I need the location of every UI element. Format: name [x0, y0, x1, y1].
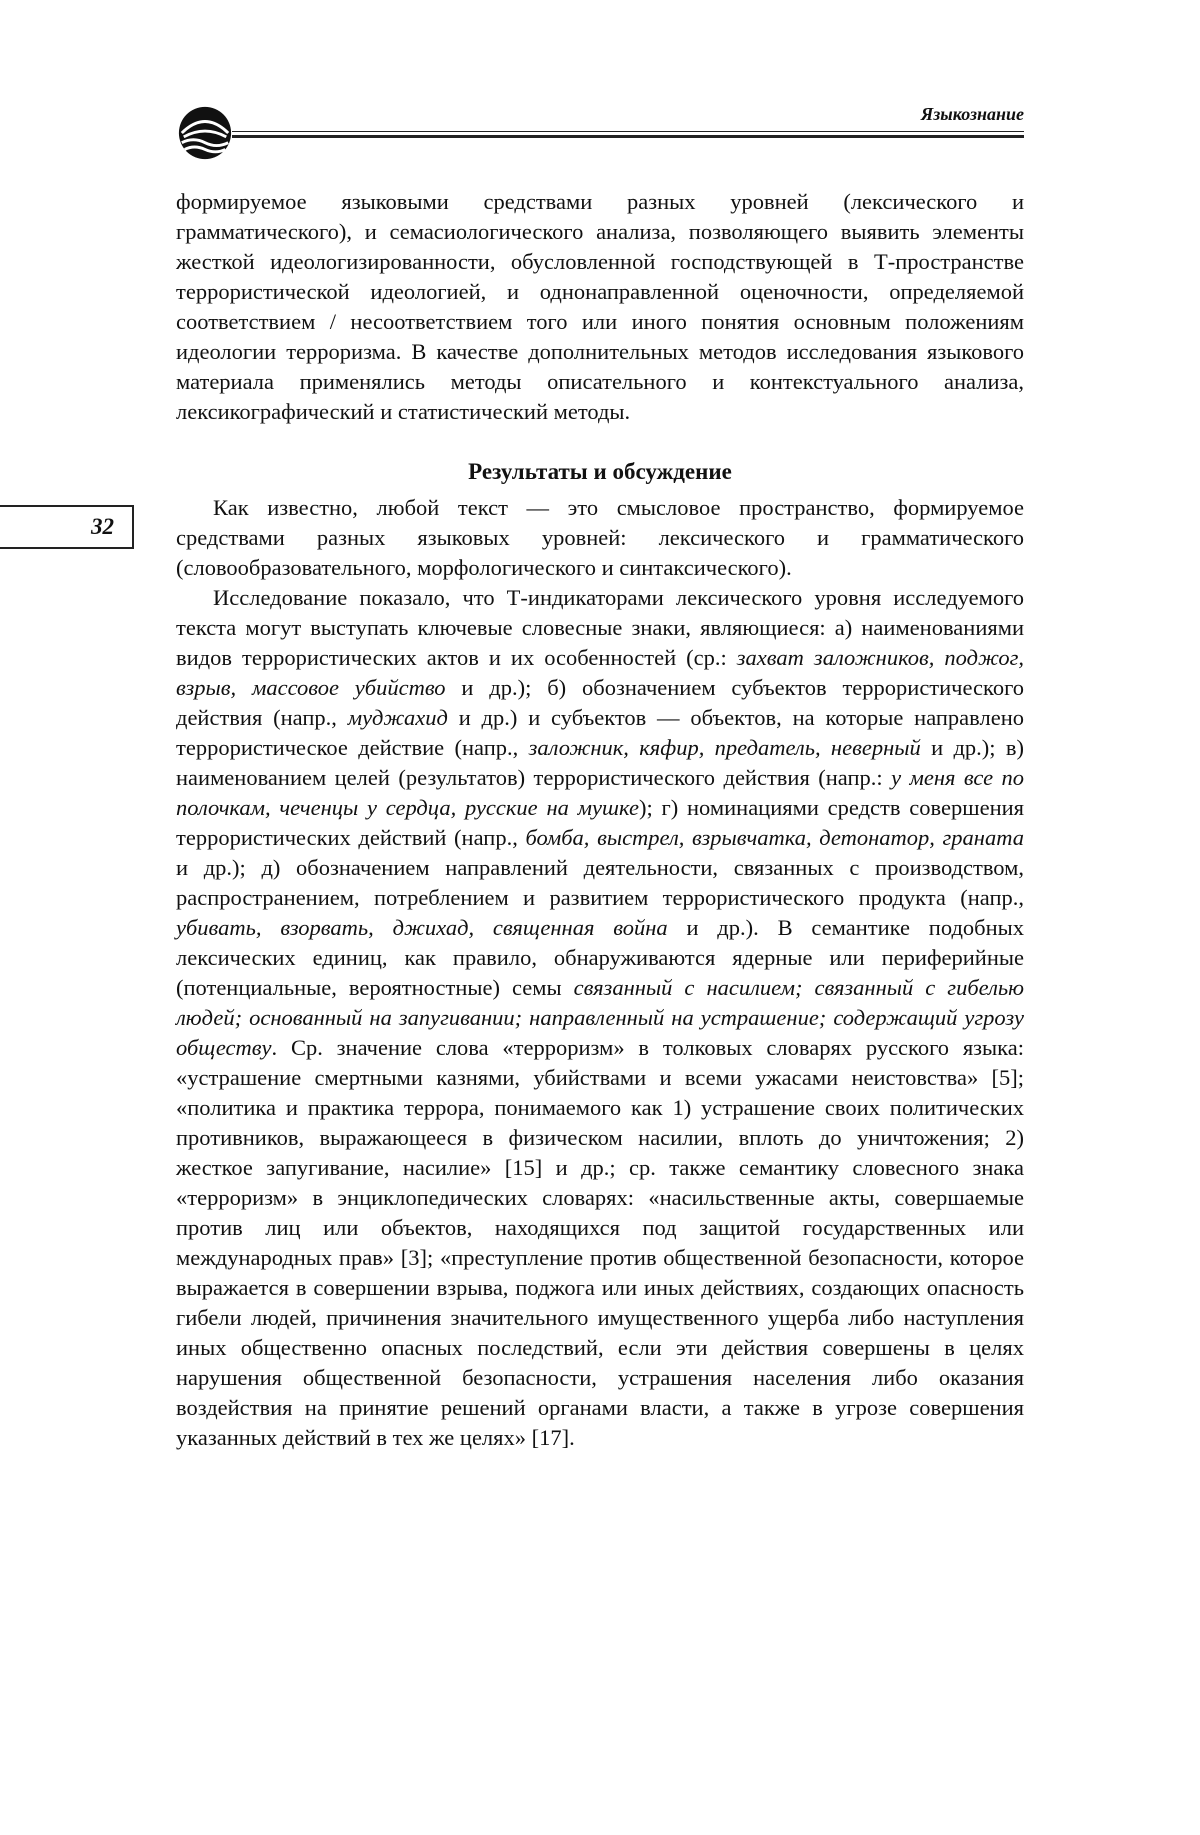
article-body	[176, 187, 1024, 1453]
section-heading: Результаты и обсуждение	[468, 459, 732, 484]
header-rule	[232, 131, 1024, 132]
italic-examples: муджахид	[347, 705, 448, 730]
text-run: и др.); б) обозначением субъектов террористического действия (напр.,	[176, 675, 1024, 730]
journal-logo-icon	[176, 104, 234, 162]
text-run: и др.). В семантике подобных лексических единиц, как правило, обнаруживаются ядерные или периферийные (потенциальные, вероятностные) семы	[176, 915, 1025, 1000]
text-run: и др.); в) наименованием целей (результатов) террористического действия (напр.:	[176, 735, 1024, 790]
running-header-title: Языкознание	[920, 104, 1024, 124]
italic-semes: связанный с насилием; связанный с гибелью людей; основанный на запугивании; направленный на устрашение; содержащий угрозу обществу	[176, 975, 1024, 1060]
text-run: ); г) номинациями средств совершения террористических действий (напр.,	[176, 795, 1024, 850]
text-run: Исследование показало, что Т-индикаторами лексического уровня исследуемого текста могут выступать ключевые словесные знаки, являющиеся: а) наименованиями видов террористических актов и их особенностей (ср.:	[176, 585, 1024, 670]
text-run: и др.) и субъектов — объектов, на которые направлено террористическое действие (напр.,	[176, 705, 1025, 760]
paragraph-intro: Как известно, любой текст — это смысловое пространство, формируемое средствами разных языковых уровней: лексического и грамматического (словообразовательного, морфологического и синтаксического).	[176, 495, 1024, 580]
page-number: 32	[0, 505, 134, 549]
paragraph-continuation: формируемое языковыми средствами разных уровней (лексического и грамматического), и семасиологического анализа, позволяющего выявить элементы жесткой идеологизированности, обусловленной господствующей в Т-пространстве террористической идеологией, и однонаправленной оценочности, определяемой соответствием / несоответствием того или иного понятия основным положениям идеологии терроризма. В качестве дополнительных методов исследования языкового материала применялись методы описательного и контекстуального анализа, лексикографический и статистический методы.	[176, 189, 1024, 424]
header-rule-thick	[232, 135, 1024, 138]
italic-examples: бомба, выстрел, взрывчатка, детонатор, граната	[525, 825, 1024, 850]
paragraph-main	[176, 583, 1024, 1453]
text-run: . Ср. значение слова «терроризм» в толковых словарях русского языка: «устрашение смертными казнями, убийствами и всеми ужасами неистовства» [5]; «политика и практика террора, понимаемого как 1) устрашение своих политических противников, выражающееся в физическом насилии, вплоть до уничтожения; 2) жесткое запугивание, насилие» [15] и др.; ср. также семантику словесного знака «терроризм» в энциклопедических словарях: «насильственные акты, совершаемые против лиц или объектов, находящихся под защитой государственных или международных прав» [3]; «преступление против общественной безопасности, которое выражается в совершении взрыва, поджога или иных действиях, создающих опасность гибели людей, причинения значительного имущественного ущерба либо наступления иных общественно опасных последствий, если эти действия совершены в целях нарушения общественной безопасности, устрашения населения либо оказания воздействия на принятие решений органами власти, а также в угрозе совершения указанных действий в тех же целях» [17].	[176, 1035, 1024, 1450]
text-run: и др.); д) обозначением направлений деятельности, связанных с производством, распространением, потреблением и развитием террористического продукта (напр.,	[176, 855, 1024, 910]
italic-examples: у меня все по полочкам, чеченцы у сердца, русские на мушке	[176, 765, 1024, 820]
italic-examples: захват заложников, поджог, взрыв, массовое убийство	[176, 645, 1024, 700]
italic-examples: убивать, взорвать, джихад, священная война	[176, 915, 668, 940]
italic-examples: заложник, кяфир, предатель, неверный	[528, 735, 921, 760]
